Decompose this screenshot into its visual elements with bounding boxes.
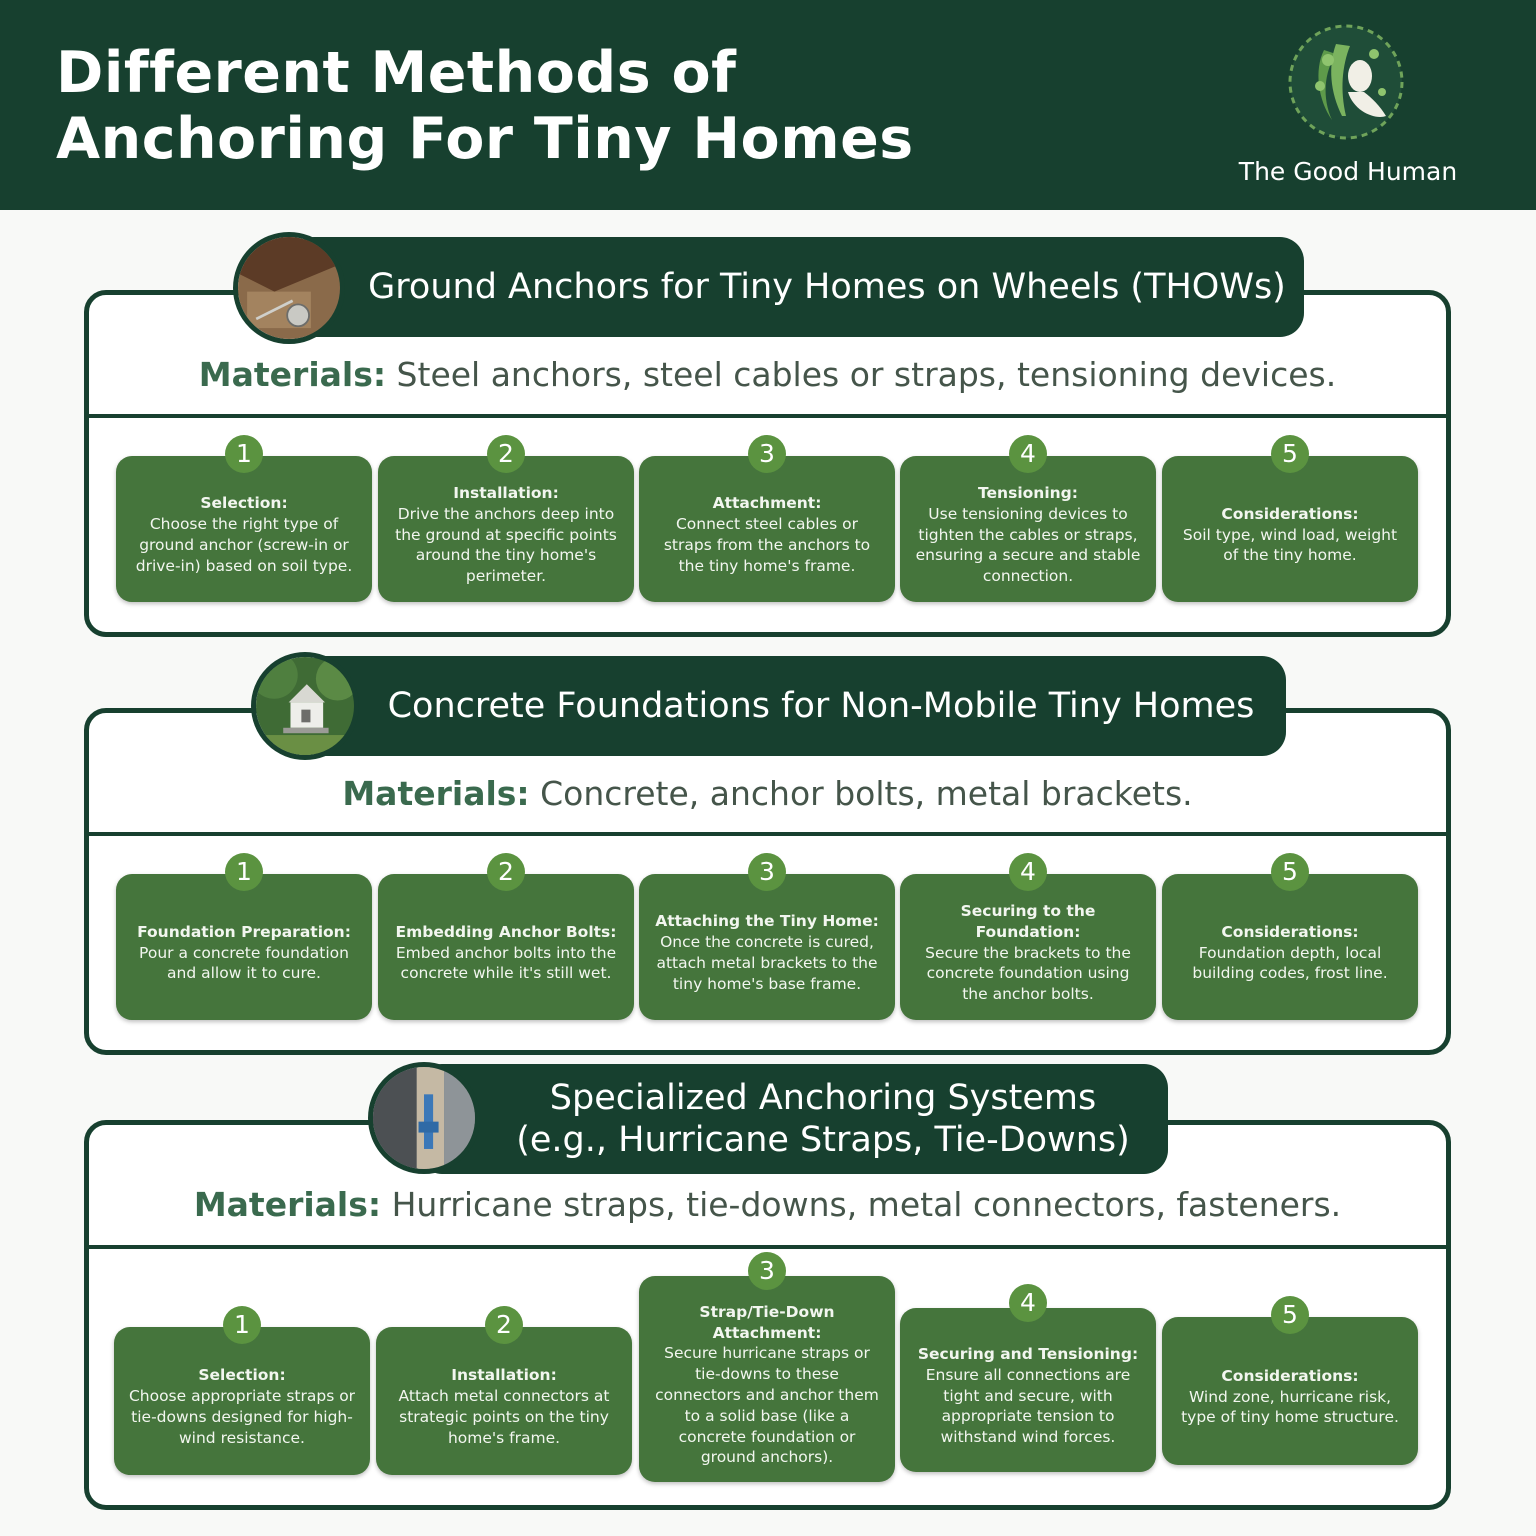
materials-text: Steel anchors, steel cables or straps, tensioning devices.	[386, 355, 1337, 394]
step-number-badge: 2	[487, 435, 525, 473]
header-banner	[0, 0, 1536, 210]
step-title: Considerations:	[1221, 1366, 1359, 1385]
step-card	[1162, 874, 1418, 1020]
step-text: Wind zone, hurricane risk, type of tiny home structure.	[1181, 1387, 1399, 1427]
step-number-badge: 4	[1009, 853, 1047, 891]
section-title-text: Concrete Foundations for Non-Mobile Tiny Homes	[387, 686, 1255, 726]
step-card	[378, 456, 634, 602]
step-text: Once the concrete is cured, attach metal brackets to the tiny home's base frame.	[656, 933, 878, 993]
step-number-badge: 1	[223, 1306, 261, 1344]
page-title-line-2: Anchoring For Tiny Homes	[56, 106, 914, 172]
materials-label: Materials:	[193, 1185, 382, 1224]
page-title-line-1: Different Methods of	[56, 40, 737, 106]
step-number-badge: 5	[1271, 1296, 1309, 1334]
step-text: Use tensioning devices to tighten the cables or straps, ensuring a secure and stable connection.	[915, 504, 1141, 586]
materials-label: Materials:	[198, 355, 387, 394]
step-number-badge: 5	[1271, 435, 1309, 473]
step-text: Embed anchor bolts into the concrete while it's still wet.	[395, 943, 617, 983]
step-title: Securing and Tensioning:	[917, 1345, 1139, 1363]
step-text: Connect steel cables or straps from the anchors to the tiny home's frame.	[663, 515, 871, 575]
step-number-badge: 3	[748, 853, 786, 891]
step-text: Choose the right type of ground anchor (screw-in or drive-in) based on soil type.	[135, 515, 353, 575]
step-card	[114, 1327, 370, 1475]
step-number-badge: 1	[225, 435, 263, 473]
step-title: Considerations:	[1221, 922, 1359, 941]
materials-text: Hurricane straps, tie-downs, metal connectors, fasteners.	[381, 1185, 1342, 1224]
step-text: Ensure all connections are tight and secure, with appropriate tension to withstand wind forces.	[925, 1365, 1131, 1447]
step-text: Drive the anchors deep into the ground at specific points around the tiny home's perimeter.	[395, 504, 617, 586]
step-title: Securing to the Foundation:	[960, 902, 1096, 941]
section-title-concrete-foundations	[300, 656, 1286, 756]
step-title: Installation:	[453, 484, 559, 502]
section-title-line-2: (e.g., Hurricane Straps, Tie-Downs)	[516, 1120, 1130, 1160]
step-card	[116, 456, 372, 602]
section-title-specialized-systems	[418, 1064, 1168, 1174]
materials-label: Materials:	[342, 774, 530, 813]
step-card	[1162, 456, 1418, 602]
step-card	[639, 1276, 895, 1482]
materials-line	[89, 1185, 1446, 1224]
step-title: Attaching the Tiny Home:	[655, 912, 879, 931]
brand-name: The Good Human	[1238, 157, 1458, 186]
step-card	[639, 456, 895, 602]
step-title: Attachment:	[712, 494, 822, 513]
step-number-badge: 4	[1009, 435, 1047, 473]
materials-text: Concrete, anchor bolts, metal brackets.	[529, 774, 1193, 813]
step-title: Strap/Tie-Down Attachment:	[699, 1302, 835, 1342]
step-number-badge: 2	[487, 853, 525, 891]
section-title-ground-anchors	[290, 237, 1304, 337]
materials-line	[89, 774, 1446, 813]
step-number-badge: 4	[1009, 1284, 1047, 1322]
step-card	[116, 874, 372, 1020]
hurricane-strap-photo	[368, 1062, 480, 1174]
concrete-foundation-photo	[251, 652, 359, 760]
section-title-line-1: Specialized Anchoring Systems	[549, 1078, 1097, 1118]
step-title: Embedding Anchor Bolts:	[395, 922, 617, 941]
step-title: Selection:	[200, 494, 288, 513]
step-title: Selection:	[198, 1366, 286, 1385]
step-title: Considerations:	[1221, 504, 1359, 523]
step-number-badge: 5	[1271, 853, 1309, 891]
section-divider	[89, 414, 1446, 418]
section-title-text: Ground Anchors for Tiny Homes on Wheels (THOWs)	[368, 267, 1286, 307]
materials-line	[89, 355, 1446, 394]
step-title: Foundation Preparation:	[137, 922, 351, 941]
step-number-badge: 2	[485, 1306, 523, 1344]
step-text: Secure the brackets to the concrete foundation using the anchor bolts.	[925, 943, 1131, 1004]
step-card	[378, 874, 634, 1020]
ground-anchor-photo	[233, 232, 345, 344]
step-number-badge: 3	[748, 1252, 786, 1290]
step-card	[376, 1327, 632, 1475]
brand-logo-icon	[1284, 20, 1408, 150]
step-card	[900, 456, 1156, 602]
step-card	[639, 874, 895, 1020]
step-text: Secure hurricane straps or tie-downs to these connectors and anchor them to a solid base (like a concrete foundation or ground anchors).	[655, 1344, 879, 1467]
step-card	[1162, 1317, 1418, 1465]
step-title: Installation:	[451, 1366, 557, 1385]
step-text: Soil type, wind load, weight of the tiny home.	[1182, 525, 1398, 565]
step-number-badge: 1	[225, 853, 263, 891]
section-divider	[89, 832, 1446, 836]
step-text: Choose appropriate straps or tie-downs designed for high-wind resistance.	[128, 1387, 356, 1447]
step-text: Attach metal connectors at strategic points on the tiny home's frame.	[398, 1387, 610, 1447]
section-divider	[89, 1245, 1446, 1249]
step-card	[900, 1308, 1156, 1472]
page-title	[56, 40, 956, 172]
step-title: Tensioning:	[978, 484, 1078, 502]
step-text: Foundation depth, local building codes, frost line.	[1192, 943, 1388, 983]
step-text: Pour a concrete foundation and allow it to cure.	[139, 943, 349, 983]
step-card	[900, 874, 1156, 1020]
step-number-badge: 3	[748, 435, 786, 473]
